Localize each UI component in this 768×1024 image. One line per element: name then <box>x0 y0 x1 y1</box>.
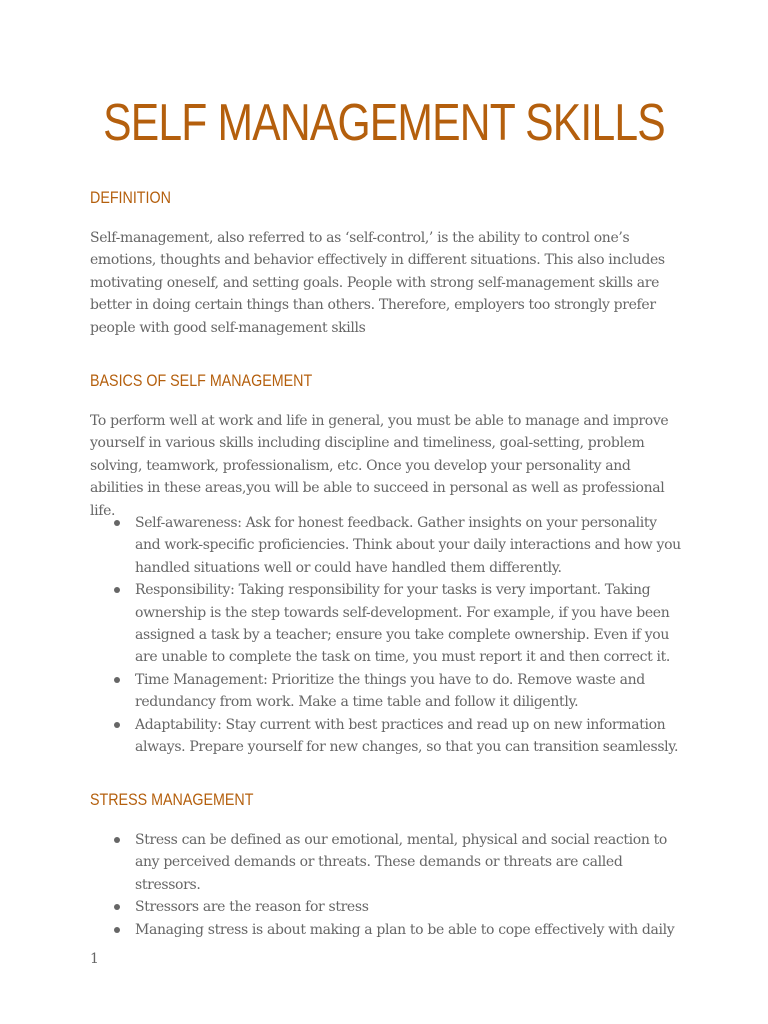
basics-paragraph: To perform well at work and life in general, you must be able to manage and improve yourself in various skills including discipline and timeliness, goal-setting, problem solving, teamwork, professionalism, etc. Once you develop your personality and abilities in these areas,you will be able to succeed in personal as well as professional life. <box>90 413 669 519</box>
basics-bullet-list <box>90 512 682 758</box>
list-item-stressors: Stressors are the reason for stress <box>90 896 682 918</box>
definition-paragraph: Self-management, also referred to as ‘self-control,’ is the ability to control one’s emotions, thoughts and behavior effectively in different situations. This also includes motivating oneself, and setting goals. People with strong self-management skills are better in doing certain things than others. Therefore, employers too strongly prefer people with good self-management skills <box>90 230 665 336</box>
list-item-managing-stress: Managing stress is about making a plan to be able to cope effectively with daily <box>90 919 682 941</box>
page-title: SELF MANAGEMENT SKILLS <box>103 94 665 152</box>
section-heading-stress-management: STRESS MANAGEMENT <box>90 790 254 809</box>
list-item-time-management: Time Management: Prioritize the things you have to do. Remove waste and redundancy from work. Make a time table and follow it diligently. <box>90 669 682 714</box>
stress-bullet-list <box>90 829 682 941</box>
list-item-adaptability: Adaptability: Stay current with best practices and read up on new information always. Prepare yourself for new changes, so that you can transition seamlessly. <box>90 714 682 759</box>
section-heading-definition: DEFINITION <box>90 188 171 207</box>
page-number: 1 <box>90 951 99 967</box>
list-item-stress-definition: Stress can be defined as our emotional, mental, physical and social reaction to any perceived demands or threats. These demands or threats are called stressors. <box>90 829 682 896</box>
list-item-responsibility: Responsibility: Taking responsibility for your tasks is very important. Taking ownership is the step towards self-development. For example, if you have been assigned a task by a teacher; ensure you take complete ownership. Even if you are unable to complete the task on time, you must report it and then correct it. <box>90 579 682 669</box>
list-item-self-awareness: Self-awareness: Ask for honest feedback. Gather insights on your personality and work-specific proficiencies. Think about your daily interactions and how you handled situations well or could have handled them differently. <box>90 512 682 579</box>
section-heading-basics: BASICS OF SELF MANAGEMENT <box>90 371 313 390</box>
